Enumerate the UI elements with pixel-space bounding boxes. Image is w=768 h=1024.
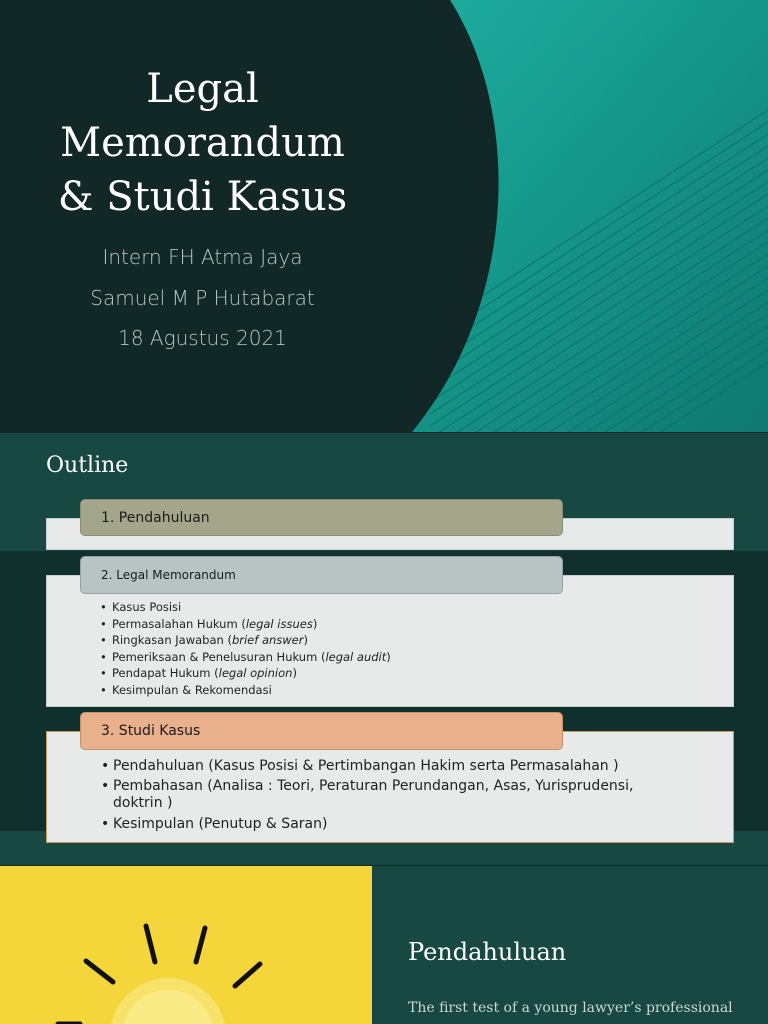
- yellow-panel: [0, 866, 372, 1024]
- section-tab-2: [80, 556, 563, 594]
- section-tab-3: [80, 712, 563, 750]
- section-label: 3. Studi Kasus: [101, 723, 201, 739]
- section-label: 2. Legal Memorandum: [101, 568, 236, 582]
- list-item: • Kesimpulan (Penutup & Saran): [113, 816, 683, 834]
- title-slide: [0, 0, 768, 432]
- bullet-list: [113, 758, 683, 833]
- subtitle-line: Intern FH Atma Jaya: [102, 245, 303, 269]
- subtitle-line: Samuel M P Hutabarat: [90, 286, 315, 310]
- intro-slide: [0, 866, 768, 1024]
- section-panel-2: [46, 575, 734, 707]
- list-item: • Kesimpulan & Rekomendasi: [112, 682, 391, 699]
- title-line: Legal: [146, 66, 259, 112]
- list-item: • Pemeriksaan & Penelusuran Hukum (legal audit): [112, 649, 391, 666]
- list-item: • Kasus Posisi: [112, 599, 391, 616]
- list-item: • Permasalahan Hukum (legal issues): [112, 616, 391, 633]
- outline-slide: [0, 433, 768, 865]
- lightbulb-icon: [0, 866, 372, 1024]
- title-line: & Studi Kasus: [57, 174, 348, 220]
- section-tab-1: [80, 499, 563, 536]
- bullet-list: [112, 599, 391, 698]
- list-item: • Pendahuluan (Kasus Posisi & Pertimbangan Hakim serta Permasalahan ): [113, 758, 683, 776]
- list-item: • Pendapat Hukum (legal opinion): [112, 665, 391, 682]
- slide-title: Outline: [46, 453, 129, 478]
- intro-quote: The first test of a young lawyer’s professional: [408, 1000, 733, 1016]
- title-line: Memorandum: [60, 120, 345, 166]
- list-item: • Pembahasan (Analisa : Teori, Peraturan Perundangan, Asas, Yurisprudensi, doktrin ): [113, 778, 683, 813]
- section-label: 1. Pendahuluan: [101, 509, 210, 526]
- section-title: Pendahuluan: [408, 938, 567, 966]
- subtitle-line: 18 Agustus 2021: [118, 326, 287, 350]
- presentation-title: [40, 62, 365, 224]
- list-item: • Ringkasan Jawaban (brief answer): [112, 632, 391, 649]
